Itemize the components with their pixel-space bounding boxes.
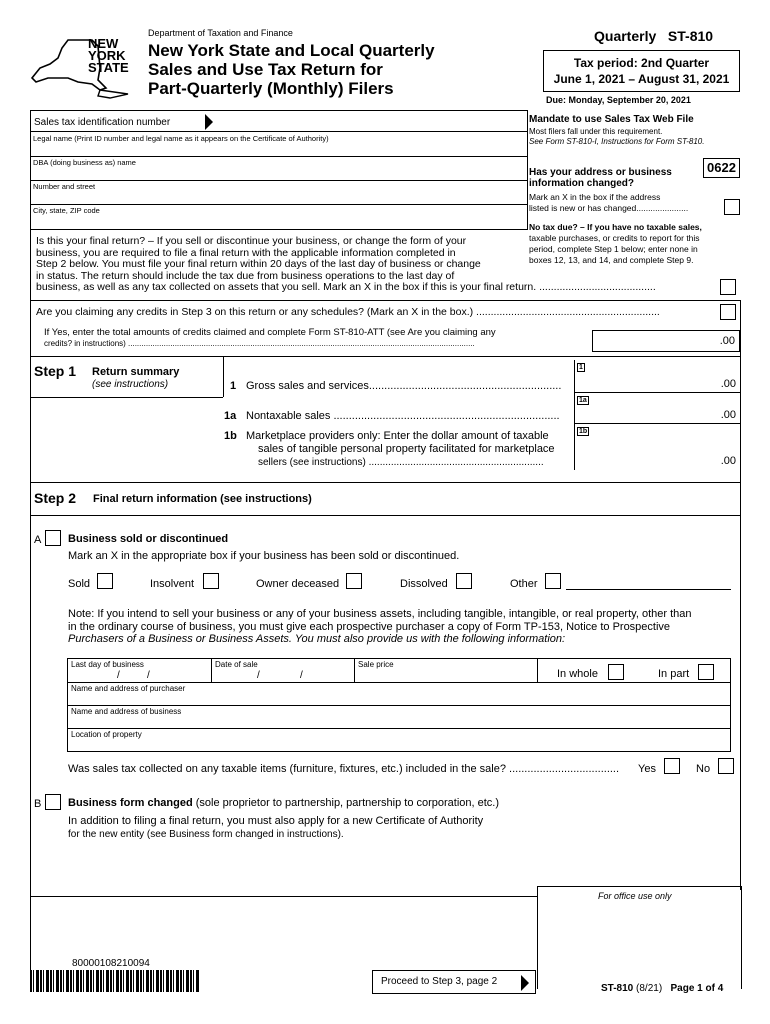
title-line: New York State and Local Quarterly bbox=[148, 41, 435, 60]
purchaser-label: Name and address of purchaser bbox=[71, 684, 186, 693]
street-label: Number and street bbox=[33, 182, 96, 191]
form-id-footer bbox=[601, 983, 723, 994]
sales-tax-id-label bbox=[34, 117, 170, 128]
title-line: Part-Quarterly (Monthly) Filers bbox=[148, 79, 394, 98]
sale-price-input[interactable] bbox=[355, 669, 536, 681]
sale-price-label: Sale price bbox=[358, 660, 394, 669]
line1b-text: sales of tangible personal property facilitated for marketplace bbox=[258, 443, 555, 455]
step1-title: Step 1 bbox=[34, 363, 77, 379]
no-tax-due-line: No tax due? – If you have no taxable sales, bbox=[529, 222, 702, 232]
no-tax-due-line: period, complete Step 1 below; enter none in bbox=[529, 244, 698, 254]
final-return-line: business, you are required to file a final return with the applicable information completed in bbox=[36, 246, 456, 259]
option-other-label: Other bbox=[510, 578, 538, 590]
address-change-code: 0622 bbox=[703, 158, 740, 178]
date-slash: / bbox=[300, 670, 303, 681]
barcode-image bbox=[30, 970, 200, 992]
note-line: Purchasers of a Business or Business Assets. You must also provide us with the following information: bbox=[68, 633, 566, 645]
office-use-box bbox=[537, 886, 742, 989]
proceed-label: Proceed to Step 3, page 2 bbox=[381, 976, 498, 987]
step1-see-instructions: (see instructions) bbox=[92, 379, 169, 390]
property-location-label: Location of property bbox=[71, 730, 142, 739]
final-return-checkbox[interactable] bbox=[720, 279, 736, 295]
line1a-amount: .00 bbox=[720, 409, 736, 421]
city-label: City, state, ZIP code bbox=[33, 206, 100, 215]
option-sold-label: Sold bbox=[68, 578, 91, 590]
date-slash: / bbox=[257, 670, 260, 681]
office-use-label: For office use only bbox=[598, 891, 672, 901]
credits-desc-line: credits? in instructions) ............................................................................................................................................................ bbox=[44, 339, 475, 348]
no-tax-due-line: boxes 12, 13, and 14, and complete Step 9. bbox=[529, 255, 694, 265]
line1b-label bbox=[246, 430, 555, 469]
credits-amount: .00 bbox=[719, 335, 735, 347]
arrow-icon bbox=[205, 113, 213, 131]
line1-label: Gross sales and services............................................................... bbox=[246, 380, 562, 392]
address-changed-checkbox[interactable] bbox=[724, 199, 740, 215]
date-slash: / bbox=[117, 670, 120, 681]
in-whole-checkbox[interactable] bbox=[608, 664, 624, 680]
dba-label: DBA (doing business as) name bbox=[33, 158, 136, 167]
section-b-title bbox=[68, 797, 499, 809]
line1b-amount: .00 bbox=[720, 455, 736, 467]
line1-box-number: 1 bbox=[579, 364, 583, 371]
line1a-box-number: 1a bbox=[579, 397, 587, 404]
line1-number: 1 bbox=[230, 380, 237, 392]
barcode-number: 80000108210094 bbox=[72, 958, 150, 969]
form-revision: (8/21) bbox=[636, 983, 663, 994]
line1b-text: sellers (see instructions) ............................................................... bbox=[258, 457, 544, 468]
line1b-box-number: 1b bbox=[579, 428, 588, 435]
sales-tax-collected-question: Was sales tax collected on any taxable items (furniture, fixtures, etc.) included in the sale? .................................... bbox=[68, 763, 620, 775]
section-a-letter: A bbox=[34, 534, 42, 546]
legal-name-input[interactable] bbox=[31, 144, 526, 156]
in-whole-label: In whole bbox=[557, 668, 598, 680]
date-of-sale-label: Date of sale bbox=[215, 660, 258, 669]
credits-checkbox[interactable] bbox=[720, 304, 736, 320]
other-text-line[interactable] bbox=[566, 589, 731, 590]
line1-amount: .00 bbox=[720, 378, 736, 390]
no-label: No bbox=[696, 763, 711, 775]
tax-period-line: Tax period: 2nd Quarter bbox=[573, 56, 710, 70]
address-change-desc bbox=[529, 192, 688, 214]
dba-input[interactable] bbox=[31, 168, 526, 180]
yes-label: Yes bbox=[638, 763, 656, 775]
page-number: Page 1 of 4 bbox=[670, 983, 724, 994]
step2-title: Step 2 bbox=[34, 490, 77, 506]
city-input[interactable] bbox=[31, 216, 526, 229]
final-return-line: Is this your final return? – If you sell or discontinue your business, or change the form of your bbox=[36, 235, 467, 247]
section-b-letter: B bbox=[34, 798, 42, 810]
property-location-input[interactable] bbox=[68, 739, 728, 749]
insolvent-checkbox[interactable] bbox=[203, 573, 219, 589]
final-return-paragraph bbox=[36, 236, 656, 294]
step2-subtitle: Final return information (see instructions) bbox=[93, 493, 312, 505]
tax-period-dates: June 1, 2021 – August 31, 2021 bbox=[553, 72, 730, 86]
credits-desc bbox=[44, 327, 496, 349]
address-change-line: information changed? bbox=[529, 178, 634, 189]
street-input[interactable] bbox=[31, 192, 526, 204]
date-of-sale-input[interactable] bbox=[212, 669, 353, 681]
sales-tax-no-checkbox[interactable] bbox=[718, 758, 734, 774]
line1a-amount-field[interactable] bbox=[576, 406, 738, 423]
note-line: in the ordinary course of business, you must give each prospective purchaser a copy of Form TP-153, Notice to Prospective bbox=[68, 620, 671, 633]
line1-amount-field[interactable] bbox=[576, 375, 738, 392]
final-return-line: business, as well as any tax collected on assets that you sell. Mark an X in the box if this is your final return. ........................................ bbox=[36, 281, 656, 293]
line1b-amount-field[interactable] bbox=[576, 452, 738, 469]
final-return-line: Step 2 below. You must file your final return within 20 days of the last day of business or change bbox=[36, 258, 481, 270]
section-b-title-bold: Business form changed bbox=[68, 797, 193, 809]
address-change-desc-line: Mark an X in the box if the address bbox=[529, 192, 661, 202]
due-date: Due: Monday, September 20, 2021 bbox=[546, 95, 691, 105]
final-return-line: in status. The return should include the tax due from business operations to the last day of bbox=[36, 269, 455, 282]
line1a-label: Nontaxable sales .......................................................................... bbox=[246, 410, 560, 422]
form-id-label: ST-810 bbox=[601, 983, 634, 994]
option-insolvent-label: Insolvent bbox=[150, 578, 195, 590]
option-dissolved-label: Dissolved bbox=[400, 578, 448, 590]
section-b-line: for the new entity (see Business form changed in instructions). bbox=[68, 829, 344, 840]
form-number: ST-810 bbox=[667, 28, 714, 44]
logo-line: YORK bbox=[88, 48, 126, 63]
mandate-line: Most filers fall under this requirement. bbox=[529, 127, 663, 136]
form-label bbox=[594, 28, 713, 44]
line1b-number: 1b bbox=[224, 430, 237, 442]
sales-tax-id-input[interactable] bbox=[222, 111, 526, 131]
logo-text bbox=[88, 38, 129, 74]
last-day-input[interactable] bbox=[68, 669, 210, 681]
address-change-desc-line: listed is new or has changed...................... bbox=[529, 203, 689, 213]
form-title bbox=[148, 41, 435, 98]
date-slash: / bbox=[147, 670, 150, 681]
logo-line: STATE bbox=[88, 60, 129, 75]
section-b-title-rest: (sole proprietor to partnership, partnership to corporation, etc.) bbox=[195, 797, 500, 809]
in-part-label: In part bbox=[658, 668, 690, 680]
note-paragraph bbox=[68, 608, 692, 646]
mandate-title: Mandate to use Sales Tax Web File bbox=[529, 114, 694, 125]
title-line: Sales and Use Tax Return for bbox=[148, 60, 383, 79]
form-right-border bbox=[740, 300, 741, 890]
sales-tax-yes-checkbox[interactable] bbox=[664, 758, 680, 774]
line1b-text: Marketplace providers only: Enter the dollar amount of taxable bbox=[246, 430, 549, 442]
note-line: Note: If you intend to sell your business or any of your business assets, including tangible, intangible, or real property, other than bbox=[68, 608, 692, 620]
tax-period-box bbox=[543, 50, 740, 92]
mandate-line: See Form ST-810-I, Instructions for Form ST-810. bbox=[529, 137, 705, 146]
dissolved-checkbox[interactable] bbox=[456, 573, 472, 589]
purchaser-input[interactable] bbox=[68, 693, 728, 704]
business-sold-checkbox[interactable] bbox=[45, 530, 61, 546]
last-day-label: Last day of business bbox=[71, 660, 144, 669]
proceed-step3-button[interactable] bbox=[372, 970, 536, 994]
other-checkbox[interactable] bbox=[545, 573, 561, 589]
credits-amount-field[interactable] bbox=[592, 330, 740, 352]
arrow-right-icon bbox=[521, 974, 529, 992]
address-change-line: Has your address or business bbox=[529, 167, 672, 178]
department-name: Department of Taxation and Finance bbox=[148, 28, 293, 38]
legal-name-label: Legal name (Print ID number and legal name as it appears on the Certificate of Authority) bbox=[33, 134, 329, 143]
no-tax-due-line: taxable purchases, or credits to report for this bbox=[529, 233, 700, 243]
line1a-number: 1a bbox=[224, 410, 237, 422]
in-part-checkbox[interactable] bbox=[698, 664, 714, 680]
business-address-input[interactable] bbox=[68, 716, 728, 727]
credits-desc-line: If Yes, enter the total amounts of credits claimed and complete Form ST-810-ATT (see Are you claiming any bbox=[44, 327, 496, 338]
sold-checkbox[interactable] bbox=[97, 573, 113, 589]
address-change-title bbox=[529, 167, 672, 189]
option-owner-deceased-label: Owner deceased bbox=[256, 578, 340, 590]
logo-line: NEW bbox=[88, 36, 119, 51]
section-b-desc bbox=[68, 815, 483, 841]
credits-question: Are you claiming any credits in Step 3 on this return or any schedules? (Mark an X in the box.) ............................................................... bbox=[36, 306, 660, 318]
section-b-line: In addition to filing a final return, you must also apply for a new Certificate of Authority bbox=[68, 815, 484, 827]
step1-subtitle: Return summary bbox=[92, 366, 180, 378]
section-a-desc: Mark an X in the appropriate box if your business has been sold or discontinued. bbox=[68, 550, 460, 562]
sales-tax-id-text: Sales tax identification number bbox=[34, 117, 171, 128]
business-address-label: Name and address of business bbox=[71, 707, 182, 716]
quarterly-label: Quarterly bbox=[594, 28, 657, 44]
form-left-border bbox=[30, 110, 31, 990]
business-form-changed-checkbox[interactable] bbox=[45, 794, 61, 810]
section-a-title: Business sold or discontinued bbox=[68, 533, 229, 545]
owner-deceased-checkbox[interactable] bbox=[346, 573, 362, 589]
